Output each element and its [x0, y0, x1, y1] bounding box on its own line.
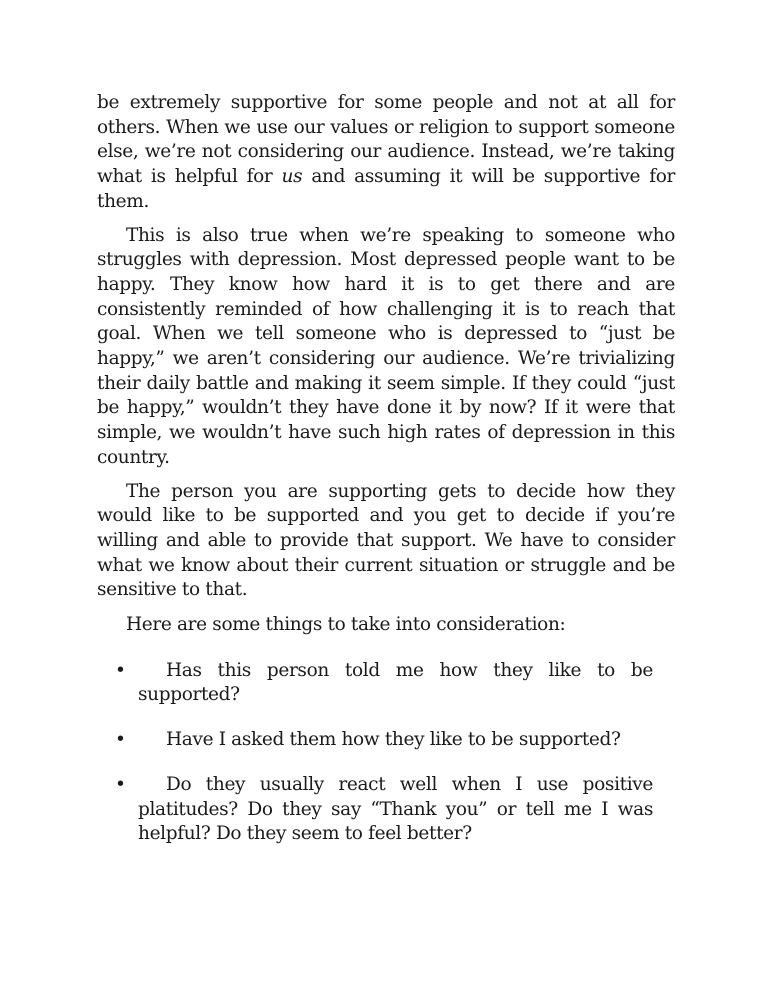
list-item — [97, 728, 675, 753]
list-item-text: Do they usually react well when I use positive platitudes? Do they say “Thank you” or tell me I was helpful? Do they seem to feel better? — [138, 773, 653, 845]
paragraph-support-decision: The person you are supporting gets to decide how they would like to be supported and you get to decide if you’re willing and able to provide that support. We have to consider what we know about their current situation or struggle and be sensitive to that. — [97, 480, 675, 601]
bullet-icon: • — [115, 729, 126, 751]
emphasis-text: us — [281, 166, 303, 188]
paragraph-text-before: be extremely supportive for some people and not at all for others. When we use our values or religion to support someone else, we’re not considering our audience. Instead, we’re taking what is helpful for — [97, 92, 675, 188]
paragraph-continuation — [97, 91, 675, 215]
bullet-icon: • — [115, 659, 126, 681]
paragraph-list-intro: Here are some things to take into consideration: — [126, 614, 566, 636]
bullet-icon: • — [115, 773, 126, 795]
list-item-text: Have I asked them how they like to be supported? — [166, 729, 621, 751]
list-item — [97, 659, 675, 708]
considerations-list — [97, 659, 675, 847]
paragraph-text-after: and assuming it will be supportive for them. — [97, 166, 675, 212]
page-body — [97, 91, 675, 867]
paragraph-depression: This is also true when we’re speaking to someone who struggles with depression. Most depressed people want to be happy. They know how hard it is to get there and are consistently reminded of how challenging it is to reach that goal. When we tell someone who is depressed to “just be happy,” we aren’t considering our audience. We’re trivializing their daily battle and making it seem simple. If they could “just be happy,” wouldn’t they have done it by now? If it were that simple, we wouldn’t have such high rates of depression in this country. — [97, 224, 675, 468]
list-item — [97, 773, 675, 847]
list-item-text: Has this person told me how they like to be supported? — [138, 659, 653, 706]
